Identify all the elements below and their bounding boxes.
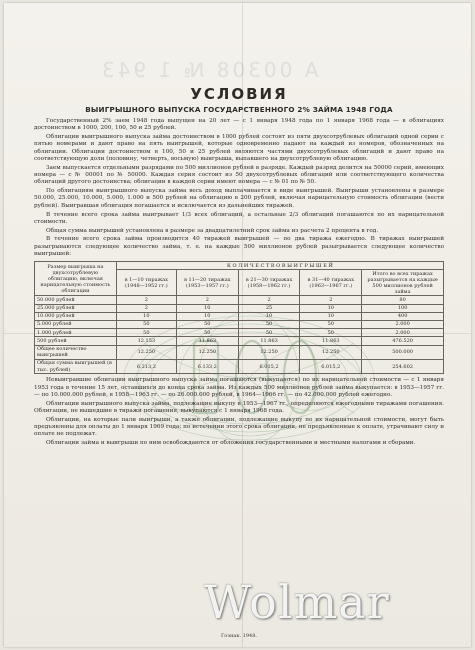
paragraph: Невыигравшие облигации выигрышного выпуска займа погашаются (выкупаются) по их нарицательной стоимости — с 1 января 1953 года в течение 15 лет, оставшихся до конца срока займа. Из каждых 500 миллионов рублей займа выкупается: в 1953—1957 гг. — по 10.000.000 рублей, в 1958—1963 гг. — по 26.000.000 рублей, в 1964—1966 гг. — по 42.000.000 рублей ежегодно. bbox=[34, 377, 444, 398]
table-row-label: 500 рублей bbox=[35, 337, 117, 345]
paragraph: По облигациям выигрышного выпуска займа весь доход выплачивается в виде выигрышей. Выигрыши установлены в размере 50.000, 25.000, 10.000, 5.000, 1.000 и 500 рублей на облигацию в 200 рублей, включая нарицательную стоимость облигации (вести рублей). Выигравшая облигация погашается и исключается из дальнейших тиражей. bbox=[34, 188, 444, 209]
table-cell: 50 bbox=[300, 329, 362, 337]
table-cell: 11.863 bbox=[300, 337, 362, 345]
table-cell: 12.250 bbox=[176, 345, 238, 359]
table-header-cell: Размер выигрыша на двухсотрублевую облигацию, включая нарицательную стоимость облигации bbox=[35, 262, 117, 296]
table-row bbox=[35, 304, 444, 312]
paragraph: Облигации, на которые пали выигрыши, а также облигации, подлежащие выкупу по их нарицательной стоимости, могут быть предъявлены для оплаты до 1 января 1969 года; по истечении этого срока облигации, не предъявленные к оплате, утрачивают силу и оплате не подлежат. bbox=[34, 416, 444, 438]
table-cell: 10 bbox=[300, 304, 362, 312]
winnings-table-body bbox=[35, 296, 444, 374]
paragraph: Облигации выигрышного выпуска займа, подлежащие выкупу в 1953—1967 гг., определяются ежегодными тиражами погашения. Облигации, не вышедшие в тиражи погашения, выкупаются с 1 января 1968 года. bbox=[34, 400, 444, 415]
table-row-label: Общее количество выигрышей bbox=[35, 345, 117, 359]
paragraph: Заем выпускается отдельными разрядами по 500 миллионов рублей в разряде. Каждый разряд делится на 50000 серий, имеющих номера — с № 00001 по № 50000. Каждая серия состоит из 50 двухсотрублевых облигаций или соответствующего количества облигаций другого достоинства; облигации в каждой серии имеют номера — с № 01 по № 50. bbox=[34, 164, 444, 186]
table-cell: 50 bbox=[300, 320, 362, 328]
table-cell: 2 bbox=[238, 296, 300, 304]
table-cell: 2.000 bbox=[362, 329, 444, 337]
table-cell: 10 bbox=[176, 304, 238, 312]
table-cell: 50 bbox=[238, 320, 300, 328]
paragraph: В течение всего срока займа выигрывает 1/3 всех облигаций, а остальные 2/3 облигаций погашаются по их нарицательной стоимости. bbox=[34, 211, 444, 225]
table-cell: 2 bbox=[176, 296, 238, 304]
winnings-table bbox=[34, 261, 444, 374]
table-cell: 10 bbox=[238, 312, 300, 320]
table-cell: 500.000 bbox=[362, 345, 444, 359]
table-row-label: 50.000 рублей bbox=[35, 296, 117, 304]
table-cell: 10 bbox=[176, 312, 238, 320]
table-row bbox=[35, 320, 444, 328]
document-title: УСЛОВИЯ bbox=[190, 85, 288, 103]
bleed-through-text: А 00308 № 1 943 bbox=[99, 58, 319, 82]
table-cell: 254.602 bbox=[362, 359, 444, 373]
table-row bbox=[35, 337, 444, 345]
table-cell: 2 bbox=[116, 296, 176, 304]
table-cell: 6.213,2 bbox=[116, 359, 176, 373]
table-row-label: 25.000 рублей bbox=[35, 304, 117, 312]
paragraph: Облигации выигрышного выпуска займа достоинством в 1000 рублей состоят из пяти двухсотрублевых облигаций одной серии с пятью номерами и дают право на пять выигрышей, которые одновременно падают на каждый из номеров, обозначенных на облигации. Облигации достоинством в 100, 50 и 25 рублей являются частями двухсотрублевых облигаций и дают право на соответствующую доли (половину, четверть, восьмую) выигрыша, выпавшего на двухсотрублевую облигацию. bbox=[34, 134, 444, 162]
table-cell: 11.863 bbox=[238, 337, 300, 345]
table-cell: 10 bbox=[300, 312, 362, 320]
table-cell: 50 bbox=[176, 320, 238, 328]
table-row bbox=[35, 359, 444, 373]
table-cell: 6.015,2 bbox=[300, 359, 362, 373]
paragraph: Общая сумма выигрышей установлена в размере за двадцатилетний срок займа из расчета 2 процента в год. bbox=[46, 227, 379, 234]
table-cell: 2 bbox=[116, 304, 176, 312]
table-cell: 100 bbox=[362, 304, 444, 312]
table-cell: 50 bbox=[238, 329, 300, 337]
table-row bbox=[35, 345, 444, 359]
table-cell: 50 bbox=[176, 329, 238, 337]
table-cell: 6.133,2 bbox=[176, 359, 238, 373]
table-row-label: Общая сумма выигрышей (в тыс. рублей) bbox=[35, 359, 117, 373]
table-cell: 80 bbox=[362, 296, 444, 304]
table-cell: 476.520 bbox=[362, 337, 444, 345]
table-row-label: 1.000 рублей bbox=[35, 329, 117, 337]
table-cell: 25 bbox=[238, 304, 300, 312]
table-cell: 12.250 bbox=[300, 345, 362, 359]
table-header-cell: в 31—40 тиражах (1963—1967 гг.) bbox=[300, 270, 362, 296]
table-cell: 10 bbox=[116, 312, 176, 320]
table-band-header: К О Л И Ч Е С Т В О В Ы И Г Р Ы Ш Е Й bbox=[116, 262, 443, 270]
table-row bbox=[35, 329, 444, 337]
table-cell: 400 bbox=[362, 312, 444, 320]
paragraph: Облигации займа и выигрыши по ним освобождаются от обложения государственными и местными налогами и сборами. bbox=[46, 440, 416, 447]
table-header-cell: Итого во всех тиражах разыгрывается на каждые 500 миллионов рублей займа bbox=[362, 270, 444, 296]
table-cell: 50 bbox=[116, 320, 176, 328]
table-row bbox=[35, 312, 444, 320]
table-cell: 12.250 bbox=[238, 345, 300, 359]
table-row-label: 10.000 рублей bbox=[35, 312, 117, 320]
table-cell: 50 bbox=[116, 329, 176, 337]
table-header-cell: в 21—30 тиражах (1958—1962 гг.) bbox=[238, 270, 300, 296]
paragraph: Государственный 2% заем 1948 года выпущен на 20 лет — с 1 января 1948 года по 1 января 1968 года — в облигациях достоинством в 1000, 200, 100, 50 и 25 рублей. bbox=[34, 118, 444, 132]
watermark: Wolmar bbox=[204, 575, 390, 629]
table-cell: 12.250 bbox=[116, 345, 176, 359]
paragraph: В течение всего срока займа производится 40 тиражей выигрышей — по два тиража ежегодно. В тиражах выигрышей разыгрываются следующее количество займа, т. е. на каждые 500 миллионов рублей разыгрывается следующее количество выигрышей: bbox=[34, 236, 444, 258]
bond-sheet bbox=[4, 3, 471, 647]
table-row-label: 5.000 рублей bbox=[35, 320, 117, 328]
table-cell: 6.015,2 bbox=[238, 359, 300, 373]
table-cell: 2 bbox=[300, 296, 362, 304]
document-subtitle: ВЫИГРЫШНОГО ВЫПУСКА ГОСУДАРСТВЕННОГО 2% ЗАЙМА 1948 ГОДА bbox=[85, 105, 393, 114]
table-row bbox=[35, 296, 444, 304]
printer-imprint: Гознак. 1948. bbox=[221, 633, 257, 639]
table-header-cell: в 11—20 тиражах (1953—1957 гг.) bbox=[176, 270, 238, 296]
table-header-cell: в 1—10 тиражах (1948—1952 гг.) bbox=[116, 270, 176, 296]
table-cell: 11.863 bbox=[176, 337, 238, 345]
table-cell: 12.153 bbox=[116, 337, 176, 345]
table-cell: 2.000 bbox=[362, 320, 444, 328]
